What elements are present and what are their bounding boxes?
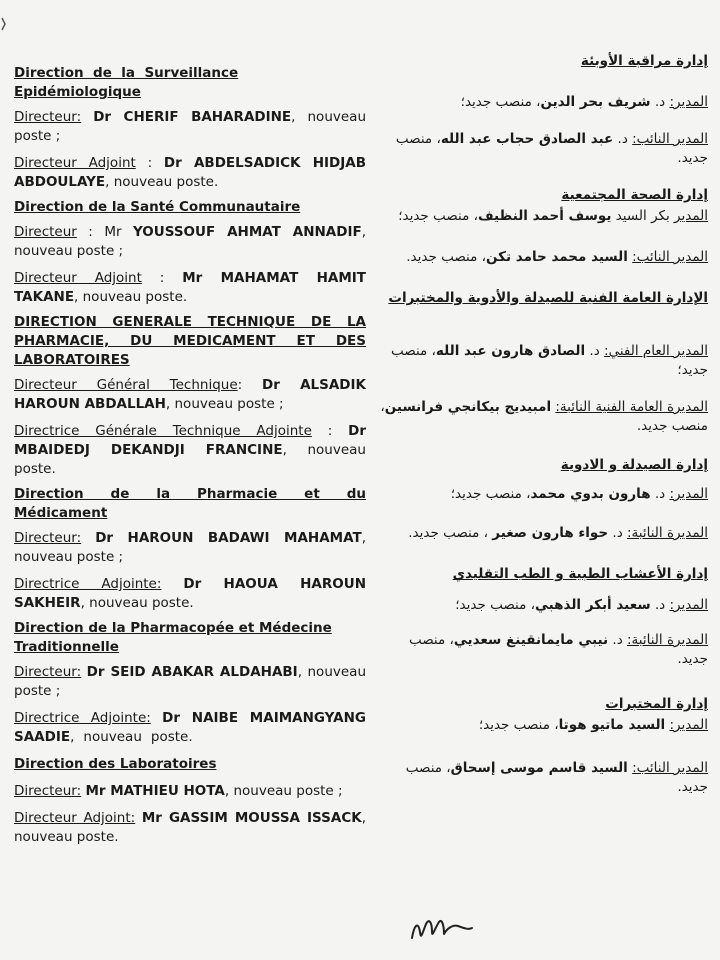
fr-role: Directeur <box>14 224 77 240</box>
ar-role: المدير: <box>669 94 708 110</box>
ar-role: المديرة النائبة: <box>627 632 708 648</box>
fr-section-title: Direction de la Surveillance Epidémiologique <box>14 65 239 100</box>
fr-section-laboratoires <box>14 755 366 774</box>
fr-entry-directeur-adjoint: Directeur Adjoint: Mr GASSIM MOUSSA ISSACK, nouveau poste. <box>14 810 367 845</box>
fr-entry-directeur: Directeur: Dr SEID ABAKAR ALDAHABI, nouveau poste ; <box>14 664 366 699</box>
ar-section-pharmacie-medicament <box>378 456 708 475</box>
ar-section-sante-communautaire <box>378 186 708 205</box>
ar-section-title: إدارة الصيدلة و الادوية <box>560 457 708 473</box>
ar-person: نيبي مايمانقينغ سعديي <box>453 632 609 648</box>
ar-role: المدير: <box>669 486 708 502</box>
fr-role: Directeur: <box>14 783 82 799</box>
fr-section-dgt-pharmacie <box>14 313 366 370</box>
ar-person: عبد الصادق حجاب عبد الله <box>440 131 614 147</box>
fr-section-surveillance <box>14 64 366 102</box>
ar-entry-directeur: المدير: السيد ماتيو هوتا، منصب جديد؛ <box>478 717 708 733</box>
fr-entry-directeur: Directeur: Mr MATHIEU HOTA, nouveau poste ; <box>14 783 343 799</box>
fr-entry-directrice-adjointe: Directrice Adjointe: Dr NAIBE MAIMANGYANG SAADIE, nouveau poste. <box>14 710 366 745</box>
fr-entry-directrice-generale-adjointe: Directrice Générale Technique Adjointe : Dr MBAIDEDJ DEKANDJI FRANCINE, nouveau poste. <box>14 423 366 477</box>
ar-entry-directrice-adjointe: المديرة النائبة: د. نيبي مايمانقينغ سعديي، منصب جديد. <box>408 632 708 667</box>
fr-role: Directeur: <box>14 109 82 125</box>
ar-entry-directrice-generale-adjointe: المديرة العامة الفنية النائبة: امبيديج بيكانجي فرانسين، منصب جديد. <box>380 399 708 434</box>
ar-role: المدير <box>674 208 708 224</box>
ar-entry-directeur: المدير: د. سعيد أبكر الذهبي، منصب جديد؛ <box>455 597 708 613</box>
fr-person: Dr SEID ABAKAR ALDAHABI <box>86 664 298 680</box>
fr-person: Dr HAOUA HAROUN SAKHEIR <box>14 576 366 611</box>
fr-person: Dr MBAIDEDJ DEKANDJI FRANCINE <box>14 423 366 458</box>
fr-section-title: Direction de la Pharmacie et du Médicament <box>14 486 366 521</box>
fr-person: Mr GASSIM MOUSSA ISSACK <box>141 810 362 826</box>
fr-section-pharmacie-medicament <box>14 485 366 523</box>
ar-section-title: إدارة الصحة المجتمعية <box>561 187 708 203</box>
ar-entry-directeur-general: المدير العام الفني: د. الصادق هارون عبد الله، منصب جديد؛ <box>391 343 708 378</box>
ar-role: المدير النائب: <box>632 760 708 776</box>
fr-section-title: Direction des Laboratoires <box>14 756 217 772</box>
fr-person: Dr CHERIF BAHARADINE <box>93 109 292 125</box>
ar-entry-directeur: المدير: د. شريف بحر الدين، منصب جديد؛ <box>460 94 708 110</box>
fr-entry-directeur-adjoint: Directeur Adjoint : Dr ABDELSADICK HIDJAB ABDOULAYE, nouveau poste. <box>14 155 366 190</box>
fr-entry-directeur: Directeur: Dr HAROUN BADAWI MAHAMAT, nouveau poste ; <box>14 530 367 565</box>
ar-entry-directeur-adjoint: المدير النائب: د. عبد الصادق حجاب عبد الله، منصب جديد. <box>395 131 708 166</box>
ar-entry-directrice-adjointe: المديرة النائبة: د. حواء هارون صغير ، منصب جديد. <box>408 525 708 541</box>
ar-section-surveillance <box>378 52 708 71</box>
fr-person: Dr HAROUN BADAWI MAHAMAT <box>95 530 362 546</box>
fr-person: Dr ALSADIK HAROUN ABDALLAH <box>14 377 366 412</box>
ar-person: السيد محمد حامد تكن <box>486 249 628 265</box>
fr-entry-directeur-adjoint: Directeur Adjoint : Mr MAHAMAT HAMIT TAKANE, nouveau poste. <box>14 270 366 305</box>
ar-section-title: الإدارة العامة الفنية للصيدلة والأدوية والمختبرات <box>388 290 708 306</box>
arabic-column <box>378 44 708 797</box>
fr-role: Directrice Adjointe: <box>14 576 162 592</box>
ar-person: السيد قاسم موسى إسحاق <box>450 760 628 776</box>
ar-section-dgt-pharmacie <box>378 289 708 308</box>
ar-role: المدير النائب: <box>632 249 708 265</box>
fr-person: Mr MAHAMAT HAMIT TAKANE <box>14 270 366 305</box>
ar-person: امبيديج بيكانجي فرانسين <box>384 399 552 415</box>
ar-person: هارون بدوي محمد <box>530 486 651 502</box>
fr-section-title: Direction de la Santé Communautaire <box>14 199 301 215</box>
fr-entry-directeur: Directeur: Dr CHERIF BAHARADINE, nouveau poste ; <box>14 109 366 144</box>
ar-section-laboratoires <box>378 695 708 714</box>
ar-role: المدير العام الفني: <box>604 343 708 359</box>
fr-role: Directeur Adjoint: <box>14 810 136 826</box>
ar-role: المديرة العامة الفنية النائبة: <box>555 399 708 415</box>
ar-person: السيد ماتيو هوتا <box>558 717 666 733</box>
fr-person: YOUSSOUF AHMAT ANNADIF <box>132 224 362 240</box>
fr-person: Dr ABDELSADICK HIDJAB ABDOULAYE <box>14 155 366 190</box>
fr-section-sante-communautaire <box>14 198 366 217</box>
fr-person: Dr NAIBE MAIMANGYANG SAADIE <box>14 710 366 745</box>
fr-role: Directeur: <box>14 664 82 680</box>
fr-section-pharmacopee <box>14 619 366 657</box>
ar-person: سعيد أبكر الذهبي <box>535 597 651 613</box>
margin-mark <box>0 16 8 32</box>
fr-section-title: Direction de la Pharmacopée et Médecine Traditionnelle <box>14 620 332 655</box>
ar-section-title: إدارة المختبرات <box>605 696 708 712</box>
fr-entry-directeur-general: Directeur Général Technique: Dr ALSADIK HAROUN ABDALLAH, nouveau poste ; <box>14 377 366 412</box>
ar-person: الصادق هارون عبد الله <box>435 343 586 359</box>
fr-role: Directrice Générale Technique Adjointe <box>14 423 312 439</box>
ar-section-title: إدارة مراقبة الأوبئة <box>580 53 708 69</box>
ar-entry-directeur: المدير بكر السيد يوسف أحمد النظيف، منصب جديد؛ <box>398 208 708 224</box>
fr-entry-directeur: Directeur : Mr YOUSSOUF AHMAT ANNADIF, nouveau poste ; <box>14 224 366 259</box>
fr-entry-directrice-adjointe: Directrice Adjointe: Dr HAOUA HAROUN SAKHEIR, nouveau poste. <box>14 576 366 611</box>
ar-section-pharmacopee <box>378 565 708 584</box>
ar-role: المدير: <box>669 717 708 733</box>
handwritten-signature <box>408 912 478 946</box>
ar-person: شريف بحر الدين <box>540 94 651 110</box>
fr-role: Directeur Adjoint <box>14 270 142 286</box>
ar-role: المدير النائب: <box>632 131 708 147</box>
fr-person: Mr MATHIEU HOTA <box>85 783 225 799</box>
ar-entry-directeur-adjoint: المدير النائب: السيد قاسم موسى إسحاق، منصب جديد. <box>405 760 708 795</box>
ar-person: حواء هارون صغير <box>492 525 609 541</box>
fr-role: Directeur: <box>14 530 82 546</box>
fr-section-title: DIRECTION GENERALE TECHNIQUE DE LA PHARMACIE, DU MEDICAMENT ET DES LABORATOIRES <box>14 314 366 368</box>
ar-entry-directeur-adjoint: المدير النائب: السيد محمد حامد تكن، منصب جديد. <box>406 249 708 265</box>
ar-section-title: إدارة الأعشاب الطبية و الطب التقليدي <box>452 566 708 582</box>
ar-role: المدير: <box>669 597 708 613</box>
fr-role: Directrice Adjointe: <box>14 710 151 726</box>
french-column <box>14 56 366 847</box>
fr-role: Directeur Général Technique <box>14 377 238 393</box>
ar-entry-directeur: المدير: د. هارون بدوي محمد، منصب جديد؛ <box>450 486 708 502</box>
fr-role: Directeur Adjoint <box>14 155 136 171</box>
ar-person: يوسف أحمد النظيف <box>477 208 612 224</box>
ar-role: المديرة النائبة: <box>627 525 708 541</box>
